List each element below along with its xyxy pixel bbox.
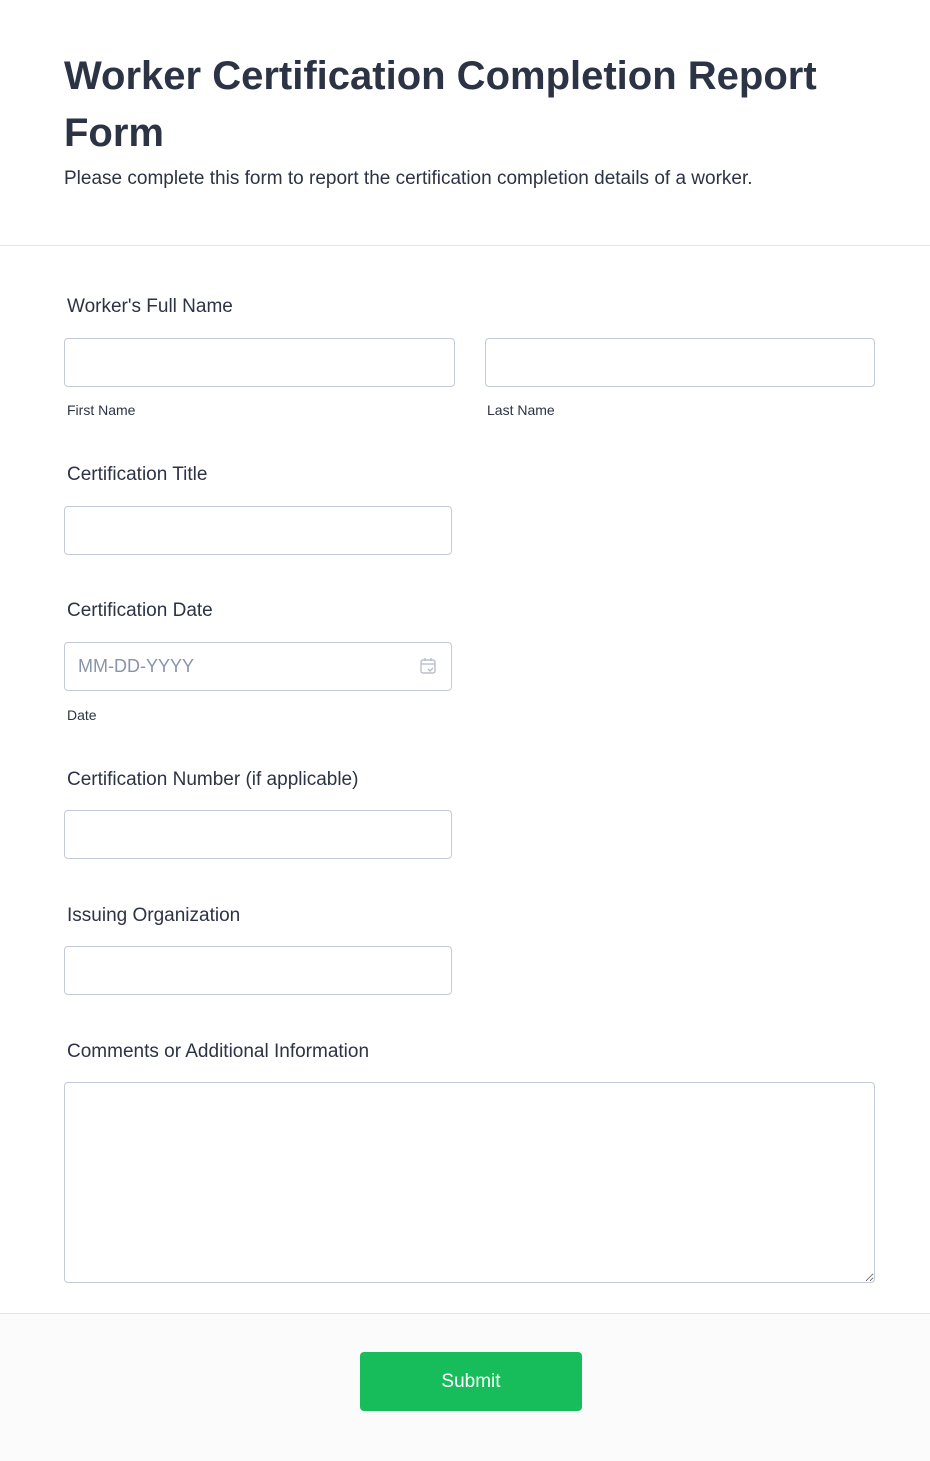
comments-textarea[interactable] (64, 1082, 875, 1283)
full-name-label: Worker's Full Name (67, 296, 233, 317)
certification-date-label: Certification Date (67, 600, 213, 621)
page-title: Worker Certification Completion Report Form (64, 54, 817, 155)
submit-button[interactable]: Submit (360, 1352, 582, 1411)
form-header (0, 0, 930, 246)
certification-number-label: Certification Number (if applicable) (67, 769, 359, 790)
certification-number-input[interactable] (64, 810, 452, 859)
certification-title-label: Certification Title (67, 464, 208, 485)
page-subtitle: Please complete this form to report the certification completion details of a worker. (64, 168, 753, 189)
last-name-input[interactable] (485, 338, 875, 387)
comments-label: Comments or Additional Information (67, 1041, 370, 1062)
date-sublabel: Date (67, 707, 97, 723)
certification-title-input[interactable] (64, 506, 452, 555)
calendar-icon[interactable] (419, 657, 437, 675)
first-name-sublabel: First Name (67, 402, 136, 418)
first-name-input[interactable] (64, 338, 455, 387)
certification-date-input[interactable] (64, 642, 452, 691)
issuing-organization-input[interactable] (64, 946, 452, 995)
issuing-organization-label: Issuing Organization (67, 905, 241, 926)
last-name-sublabel: Last Name (487, 402, 555, 418)
